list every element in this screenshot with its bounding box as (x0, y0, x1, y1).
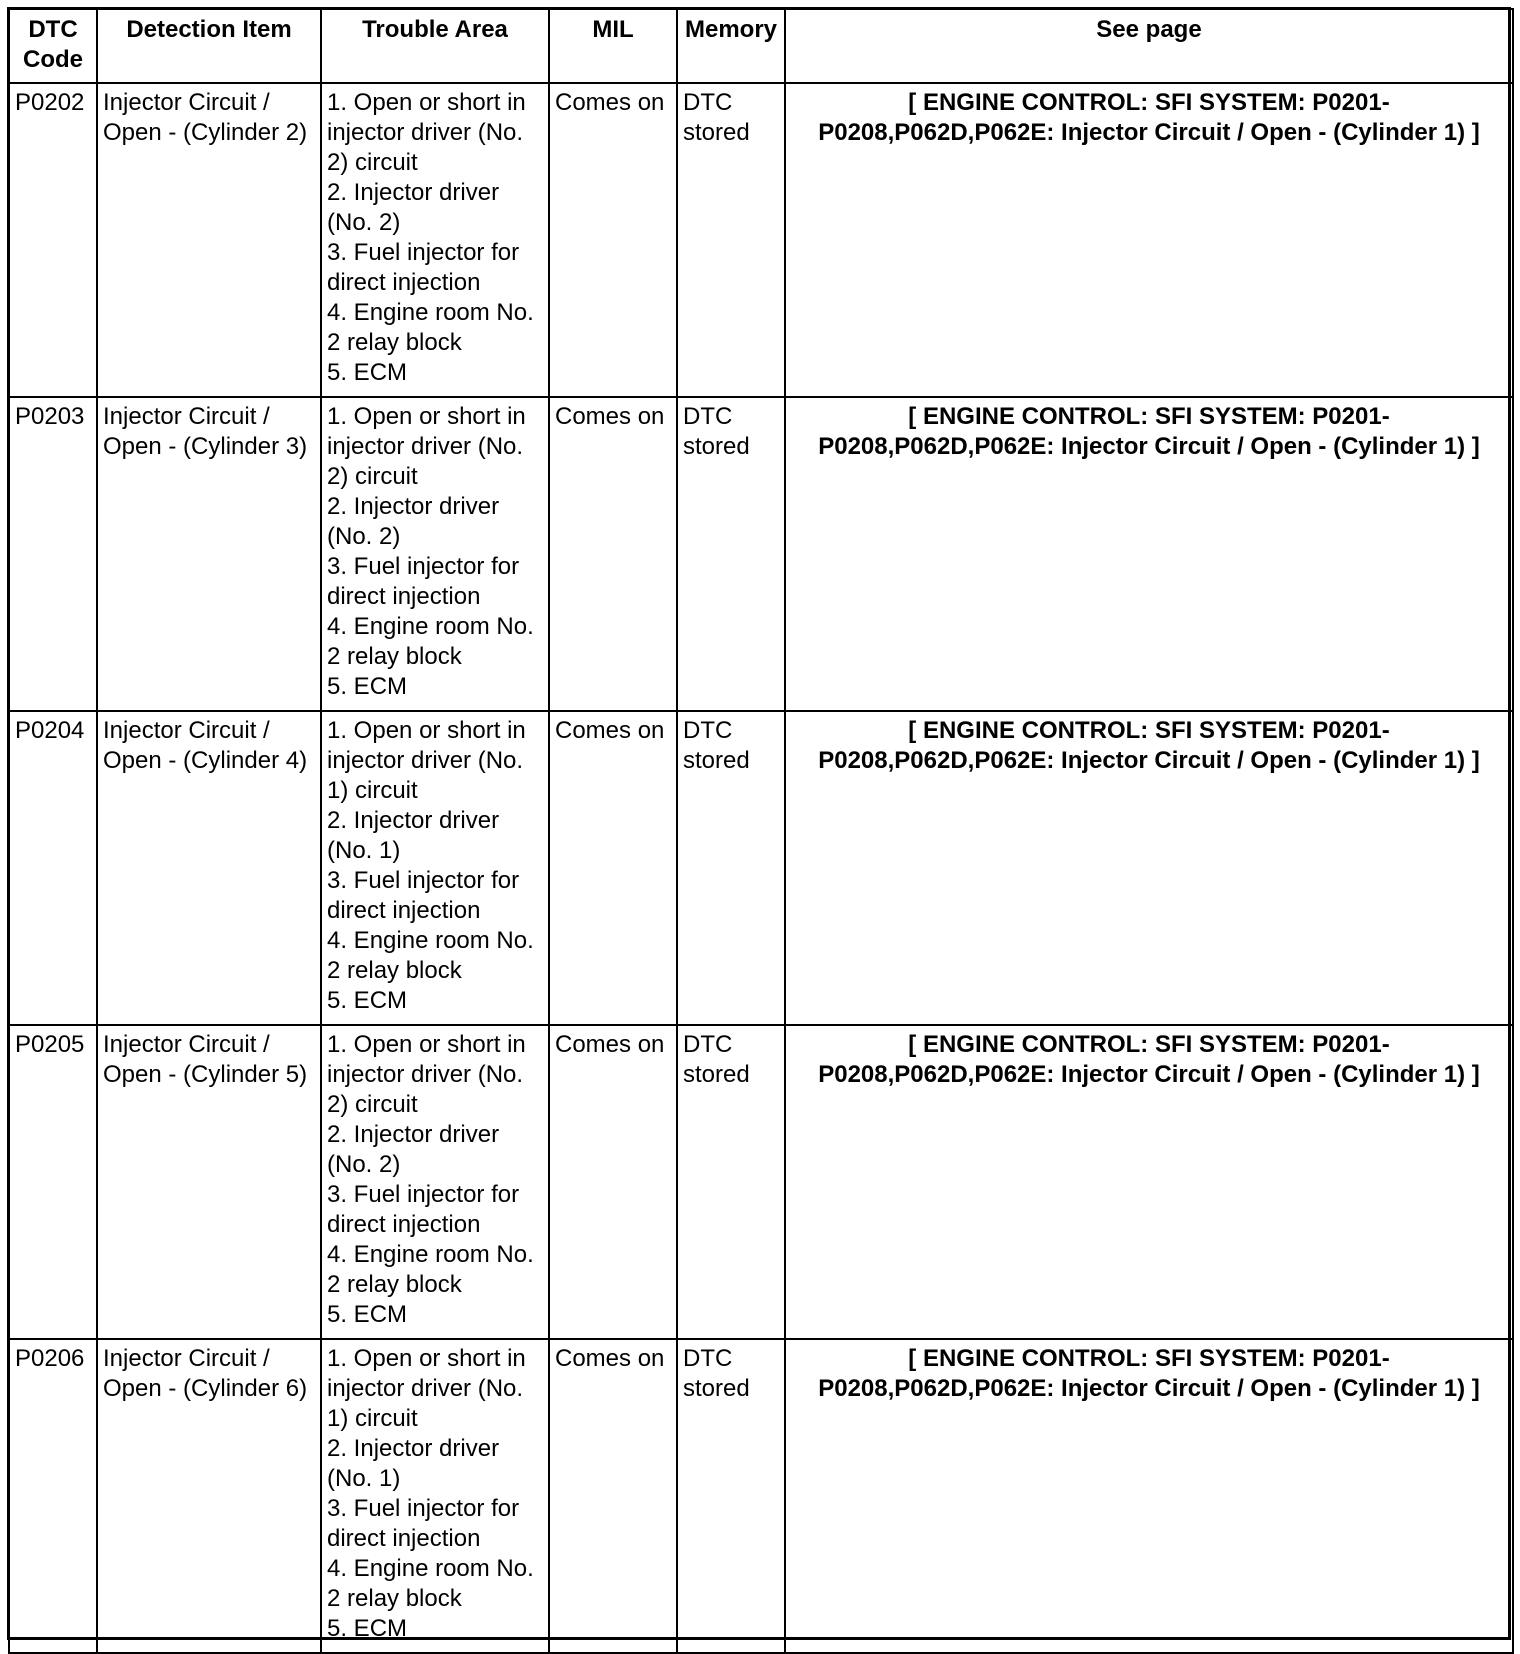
trouble-area-line: 5. ECM (327, 1615, 408, 1642)
see-page-link[interactable]: [ ENGINE CONTROL: SFI SYSTEM: P0201-P0208,P062D,P062E: Injector Circuit / Open - (Cylinder 1) ] (785, 83, 1513, 397)
mil-cell: Comes on (549, 397, 677, 711)
header-see-page: See page (785, 9, 1513, 83)
trouble-area-line: 5. ECM (327, 987, 408, 1014)
trouble-area-line: 5. ECM (327, 673, 408, 700)
table-row (9, 83, 1513, 397)
trouble-area-line: 4. Engine room No. 2 relay block (327, 927, 534, 984)
header-trouble-area: Trouble Area (321, 9, 549, 83)
table-row (9, 1339, 1513, 1653)
trouble-area-line: 4. Engine room No. 2 relay block (327, 1555, 534, 1612)
see-page-link[interactable]: [ ENGINE CONTROL: SFI SYSTEM: P0201-P0208,P062D,P062E: Injector Circuit / Open - (Cylinder 1) ] (785, 1339, 1513, 1653)
trouble-area-line: 2. Injector driver (No. 1) (327, 807, 500, 864)
trouble-area-cell (321, 1339, 549, 1653)
mil-cell: Comes on (549, 83, 677, 397)
dtc-code-cell: P0205 (9, 1025, 97, 1339)
dtc-code-cell: P0206 (9, 1339, 97, 1653)
memory-cell: DTC stored (677, 397, 785, 711)
memory-cell: DTC stored (677, 1339, 785, 1653)
header-detection-item: Detection Item (97, 9, 321, 83)
table-row (9, 397, 1513, 711)
dtc-code-cell: P0204 (9, 711, 97, 1025)
dtc-table (8, 8, 1514, 1654)
trouble-area-line: 2. Injector driver (No. 2) (327, 493, 500, 550)
trouble-area-cell (321, 1025, 549, 1339)
detection-item-cell: Injector Circuit / Open - (Cylinder 6) (97, 1339, 321, 1653)
detection-item-cell: Injector Circuit / Open - (Cylinder 2) (97, 83, 321, 397)
trouble-area-line: 1. Open or short in injector driver (No. 2) circuit (327, 89, 526, 176)
header-dtc-code: DTC Code (9, 9, 97, 83)
mil-cell: Comes on (549, 711, 677, 1025)
trouble-area-line: 1. Open or short in injector driver (No. 2) circuit (327, 1031, 526, 1118)
detection-item-cell: Injector Circuit / Open - (Cylinder 5) (97, 1025, 321, 1339)
dtc-code-cell: P0202 (9, 83, 97, 397)
trouble-area-line: 3. Fuel injector for direct injection (327, 1181, 520, 1238)
trouble-area-line: 1. Open or short in injector driver (No. 1) circuit (327, 1345, 526, 1432)
trouble-area-line: 3. Fuel injector for direct injection (327, 867, 520, 924)
memory-cell: DTC stored (677, 711, 785, 1025)
see-page-link[interactable]: [ ENGINE CONTROL: SFI SYSTEM: P0201-P0208,P062D,P062E: Injector Circuit / Open - (Cylinder 1) ] (785, 397, 1513, 711)
trouble-area-line: 2. Injector driver (No. 1) (327, 1435, 500, 1492)
trouble-area-line: 3. Fuel injector for direct injection (327, 239, 520, 296)
detection-item-cell: Injector Circuit / Open - (Cylinder 3) (97, 397, 321, 711)
see-page-link[interactable]: [ ENGINE CONTROL: SFI SYSTEM: P0201-P0208,P062D,P062E: Injector Circuit / Open - (Cylinder 1) ] (785, 711, 1513, 1025)
trouble-area-line: 2. Injector driver (No. 2) (327, 179, 500, 236)
trouble-area-cell (321, 711, 549, 1025)
detection-item-cell: Injector Circuit / Open - (Cylinder 4) (97, 711, 321, 1025)
trouble-area-line: 5. ECM (327, 359, 408, 386)
trouble-area-line: 4. Engine room No. 2 relay block (327, 1241, 534, 1298)
trouble-area-line: 3. Fuel injector for direct injection (327, 553, 520, 610)
header-row (9, 9, 1513, 83)
trouble-area-line: 1. Open or short in injector driver (No. 1) circuit (327, 717, 526, 804)
trouble-area-cell (321, 397, 549, 711)
table-row (9, 1025, 1513, 1339)
table-row (9, 711, 1513, 1025)
trouble-area-line: 1. Open or short in injector driver (No. 2) circuit (327, 403, 526, 490)
trouble-area-line: 3. Fuel injector for direct injection (327, 1495, 520, 1552)
trouble-area-line: 2. Injector driver (No. 2) (327, 1121, 500, 1178)
header-mil: MIL (549, 9, 677, 83)
mil-cell: Comes on (549, 1025, 677, 1339)
dtc-code-cell: P0203 (9, 397, 97, 711)
trouble-area-cell (321, 83, 549, 397)
memory-cell: DTC stored (677, 1025, 785, 1339)
trouble-area-line: 4. Engine room No. 2 relay block (327, 299, 534, 356)
memory-cell: DTC stored (677, 83, 785, 397)
see-page-link[interactable]: [ ENGINE CONTROL: SFI SYSTEM: P0201-P0208,P062D,P062E: Injector Circuit / Open - (Cylinder 1) ] (785, 1025, 1513, 1339)
trouble-area-line: 4. Engine room No. 2 relay block (327, 613, 534, 670)
trouble-area-line: 5. ECM (327, 1301, 408, 1328)
mil-cell: Comes on (549, 1339, 677, 1653)
header-memory: Memory (677, 9, 785, 83)
